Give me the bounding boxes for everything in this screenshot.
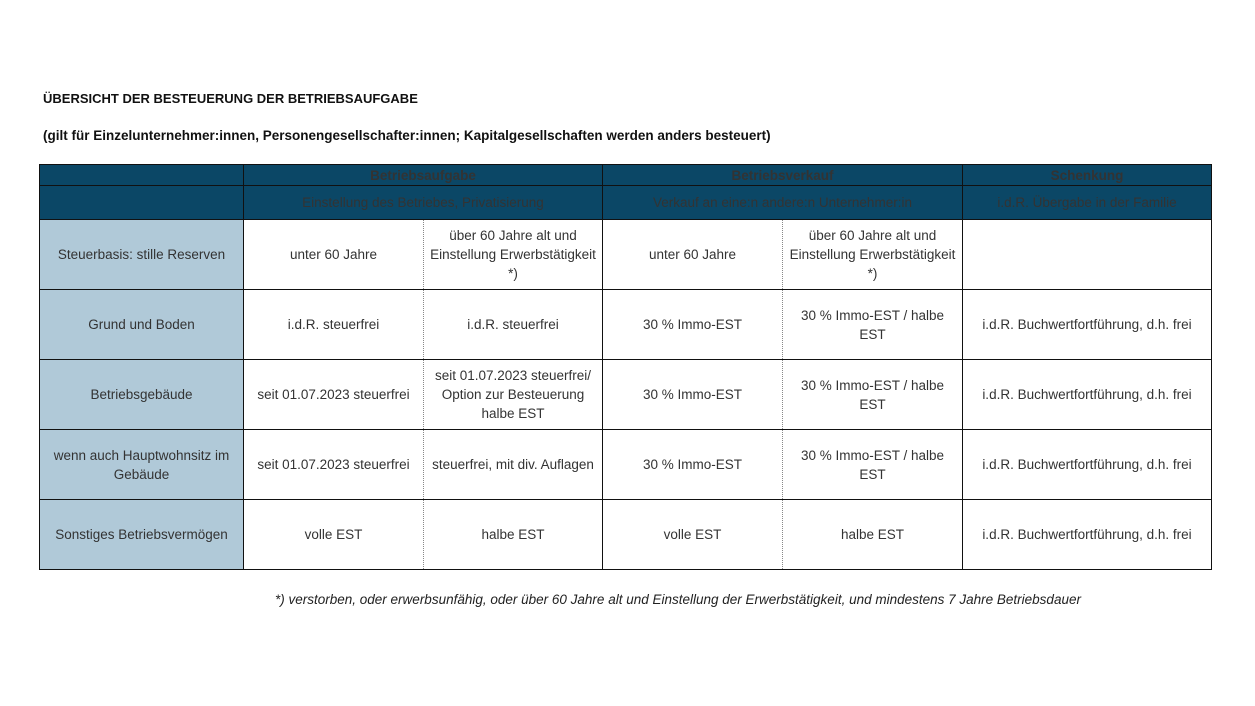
table-row xyxy=(40,430,1212,500)
table-cell: i.d.R. steuerfrei xyxy=(424,290,603,360)
header-row-descriptions xyxy=(40,186,1212,220)
table-cell: i.d.R. steuerfrei xyxy=(244,290,424,360)
row-label: Steuerbasis: stille Reserven xyxy=(40,220,244,290)
header-row-groups xyxy=(40,165,1212,186)
table-cell: unter 60 Jahre xyxy=(603,220,783,290)
table-cell: halbe EST xyxy=(783,500,963,570)
header-desc-betriebsaufgabe: Einstellung des Betriebes, Privatisierung xyxy=(244,186,603,220)
table-row xyxy=(40,220,1212,290)
footnote: *) verstorben, oder erwerbsunfähig, oder über 60 Jahre alt und Einstellung der Erwerbstätigkeit, und mindestens 7 Jahre Betriebsdauer xyxy=(275,592,1081,607)
table-cell: 30 % Immo-EST / halbe EST xyxy=(783,360,963,430)
table-cell xyxy=(963,220,1212,290)
taxation-table xyxy=(39,164,1212,570)
table-cell: seit 01.07.2023 steuerfrei/ Option zur Besteuerung halbe EST xyxy=(424,360,603,430)
row-label: Grund und Boden xyxy=(40,290,244,360)
table-row xyxy=(40,500,1212,570)
table-cell: halbe EST xyxy=(424,500,603,570)
header-corner xyxy=(40,186,244,220)
table-cell: seit 01.07.2023 steuerfrei xyxy=(244,360,424,430)
document-title: ÜBERSICHT DER BESTEUERUNG DER BETRIEBSAUFGABE xyxy=(43,91,418,106)
table-cell: über 60 Jahre alt und Einstellung Erwerbstätigkeit *) xyxy=(783,220,963,290)
table-cell: i.d.R. Buchwertfortführung, d.h. frei xyxy=(963,500,1212,570)
table-cell: 30 % Immo-EST / halbe EST xyxy=(783,290,963,360)
table-cell: seit 01.07.2023 steuerfrei xyxy=(244,430,424,500)
header-desc-schenkung: i.d.R. Übergabe in der Familie xyxy=(963,186,1212,220)
header-group-betriebsverkauf: Betriebsverkauf xyxy=(603,165,963,186)
table-cell: unter 60 Jahre xyxy=(244,220,424,290)
row-label: wenn auch Hauptwohnsitz im Gebäude xyxy=(40,430,244,500)
table-cell: 30 % Immo-EST / halbe EST xyxy=(783,430,963,500)
table-cell: 30 % Immo-EST xyxy=(603,290,783,360)
table-row xyxy=(40,360,1212,430)
header-group-betriebsaufgabe: Betriebsaufgabe xyxy=(244,165,603,186)
table-cell: 30 % Immo-EST xyxy=(603,360,783,430)
table-cell: über 60 Jahre alt und Einstellung Erwerbstätigkeit *) xyxy=(424,220,603,290)
row-label: Sonstiges Betriebsvermögen xyxy=(40,500,244,570)
header-corner xyxy=(40,165,244,186)
table-cell: volle EST xyxy=(244,500,424,570)
table-cell: i.d.R. Buchwertfortführung, d.h. frei xyxy=(963,430,1212,500)
table-cell: i.d.R. Buchwertfortführung, d.h. frei xyxy=(963,360,1212,430)
row-label: Betriebsgebäude xyxy=(40,360,244,430)
table-cell: i.d.R. Buchwertfortführung, d.h. frei xyxy=(963,290,1212,360)
header-group-schenkung: Schenkung xyxy=(963,165,1212,186)
table-cell: steuerfrei, mit div. Auflagen xyxy=(424,430,603,500)
table-cell: 30 % Immo-EST xyxy=(603,430,783,500)
header-desc-betriebsverkauf: Verkauf an eine:n andere:n Unternehmer:in xyxy=(603,186,963,220)
document-subtitle: (gilt für Einzelunternehmer:innen, Personengesellschafter:innen; Kapitalgesellschaften werden anders besteuert) xyxy=(43,128,771,143)
table-cell: volle EST xyxy=(603,500,783,570)
table-row xyxy=(40,290,1212,360)
